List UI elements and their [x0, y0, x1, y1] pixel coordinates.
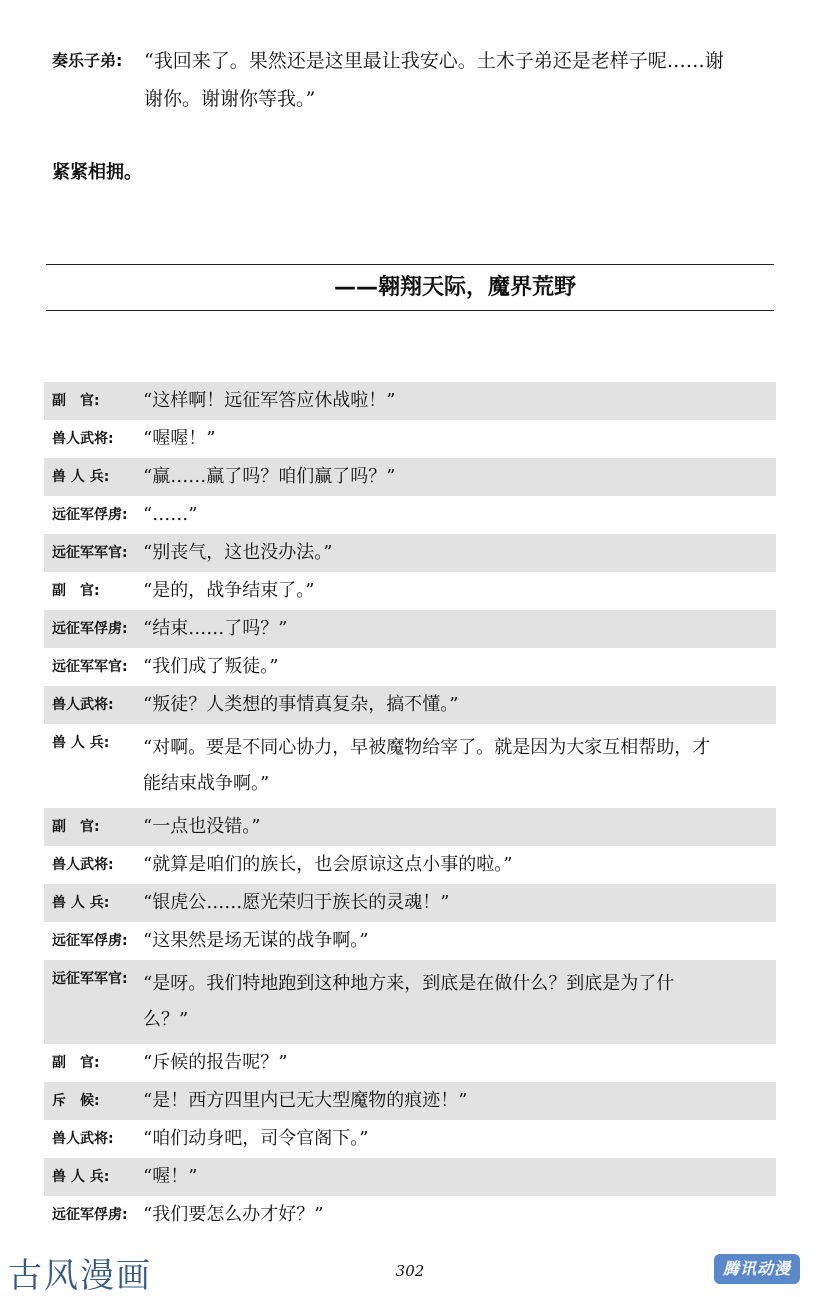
dialogue-list — [44, 382, 776, 1234]
dialogue-text-continued: 么？” — [143, 1009, 189, 1030]
publisher-logo: 古风漫画 — [8, 1256, 152, 1296]
intro-line — [52, 42, 782, 80]
dialogue-text: “我回来了。果然还是这里最让我安心。土木子弟还是老样子呢……谢 — [144, 50, 724, 72]
speaker-label: 兽人武将: — [52, 1131, 114, 1147]
dialogue-text: “银虎公……愿光荣归于族长的灵魂！” — [143, 892, 450, 913]
dialogue-text: “这样啊！远征军答应休战啦！” — [143, 390, 396, 411]
speaker-label: 奏乐子弟: — [52, 51, 123, 70]
speaker-label: 副 官: — [52, 1055, 100, 1071]
speaker-label: 副 官: — [52, 393, 100, 409]
dialogue-text: “赢……赢了吗？咱们赢了吗？” — [143, 466, 396, 487]
dialogue-line — [44, 686, 776, 724]
speaker-label: 兽人武将: — [52, 697, 114, 713]
dialogue-text: “我们成了叛徒。” — [143, 656, 279, 677]
speaker-label: 远征军俘虏: — [52, 507, 128, 523]
dialogue-line — [44, 420, 776, 458]
speaker-label: 远征军俘虏: — [52, 621, 128, 637]
dialogue-text-continued: 能结束战争啊。” — [143, 773, 270, 794]
speaker-label: 兽人武将: — [52, 431, 114, 447]
heading-bottom-rule — [46, 310, 774, 311]
section-heading: ——翱翔天际，魔界荒野 — [333, 275, 576, 300]
dialogue-line — [44, 1196, 776, 1234]
dialogue-line — [44, 724, 776, 808]
intro-line-continued — [52, 80, 782, 118]
stage-direction: 紧紧相拥。 — [52, 162, 142, 183]
speaker-label: 远征军军官: — [52, 659, 128, 675]
dialogue-text: “是！西方四里内已无大型魔物的痕迹！” — [143, 1090, 468, 1111]
speaker-label: 远征军军官: — [52, 545, 128, 561]
dialogue-text-continued: 谢你。谢谢你等我。” — [144, 88, 316, 110]
dialogue-line — [44, 846, 776, 884]
dialogue-line — [44, 884, 776, 922]
dialogue-text: “结束……了吗？” — [143, 618, 288, 639]
dialogue-text: “是的，战争结束了。” — [143, 580, 315, 601]
dialogue-line — [44, 458, 776, 496]
dialogue-text: “对啊。要是不同心协力，早被魔物给宰了。就是因为大家互相帮助，才 — [143, 737, 711, 758]
dialogue-text: “我们要怎么办才好？” — [143, 1204, 324, 1225]
dialogue-text: “这果然是场无谋的战争啊。” — [143, 930, 369, 951]
dialogue-text: “斥候的报告呢？” — [143, 1052, 288, 1073]
speaker-label: 兽 人 兵: — [52, 1169, 110, 1185]
speaker-label: 兽人武将: — [52, 857, 114, 873]
speaker-label: 兽 人 兵: — [52, 895, 110, 911]
dialogue-line — [44, 960, 776, 1044]
dialogue-text: “就算是咱们的族长，也会原谅这点小事的啦。” — [143, 854, 513, 875]
page-number: 302 — [395, 1262, 425, 1280]
speaker-label: 斥 候: — [52, 1093, 100, 1109]
speaker-label: 兽 人 兵: — [52, 469, 110, 485]
dialogue-line — [44, 1082, 776, 1120]
dialogue-line — [44, 496, 776, 534]
dialogue-text: “……” — [143, 504, 198, 525]
speaker-label: 远征军俘虏: — [52, 933, 128, 949]
speaker-label: 远征军军官: — [52, 971, 128, 987]
dialogue-line — [44, 1044, 776, 1082]
dialogue-line — [44, 1120, 776, 1158]
dialogue-text: “喔喔！” — [143, 428, 216, 449]
dialogue-line — [44, 534, 776, 572]
heading-top-rule — [46, 264, 774, 265]
dialogue-text: “叛徒？人类想的事情真复杂，搞不懂。” — [143, 694, 459, 715]
dialogue-line — [44, 382, 776, 420]
dialogue-line — [44, 572, 776, 610]
speaker-label: 远征军俘虏: — [52, 1207, 128, 1223]
dialogue-line — [44, 922, 776, 960]
dialogue-line — [44, 808, 776, 846]
dialogue-line — [44, 648, 776, 686]
speaker-label: 副 官: — [52, 819, 100, 835]
dialogue-text: “咱们动身吧，司令官阁下。” — [143, 1128, 369, 1149]
dialogue-line — [44, 1158, 776, 1196]
dialogue-text: “别丧气，这也没办法。” — [143, 542, 333, 563]
dialogue-text: “喔！” — [143, 1166, 198, 1187]
dialogue-text: “是呀。我们特地跑到这种地方来，到底是在做什么？到底是为了什 — [143, 973, 675, 994]
speaker-label: 副 官: — [52, 583, 100, 599]
speaker-label: 兽 人 兵: — [52, 735, 110, 751]
watermark-logo: 腾讯动漫 — [714, 1254, 800, 1284]
dialogue-text: “一点也没错。” — [143, 816, 261, 837]
dialogue-line — [44, 610, 776, 648]
intro-dialogue — [52, 42, 782, 118]
